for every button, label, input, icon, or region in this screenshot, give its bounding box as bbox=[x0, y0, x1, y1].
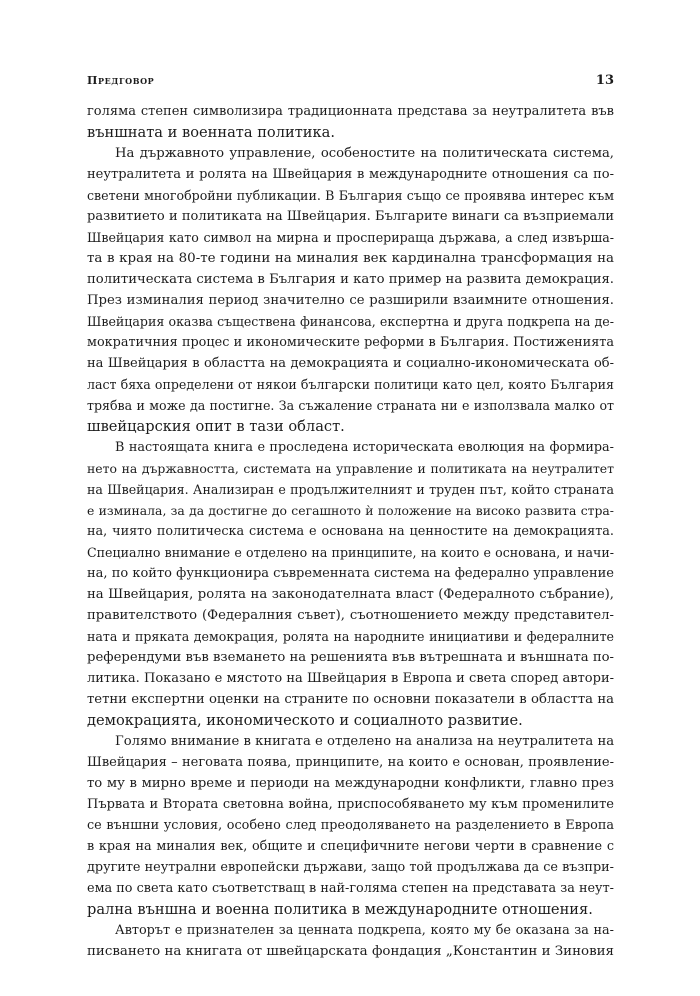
text-line: В настоящата книга е проследена историческата еволюция на формира- bbox=[115, 440, 614, 455]
text-line: Първата и Втората световна война, приспособяването му към променилите bbox=[87, 797, 614, 812]
text-line: Авторът е признателен за ценната подкрепа, която му бе оказана за на- bbox=[115, 923, 614, 938]
text-line: демокрацията, икономическото и социалното развитие. bbox=[87, 712, 523, 729]
text-line: ема по света като съответстващ в най-голяма степен на представата за неут- bbox=[87, 881, 614, 896]
text-line: Швейцария – неговата поява, принципите, на които е основан, проявление- bbox=[87, 755, 614, 770]
text-line: На държавното управление, особеностите на политическата система, bbox=[115, 146, 614, 161]
text-line: голяма степен символизира традиционната представа за неутралитета във bbox=[87, 104, 614, 119]
text-line: правителството (Федералния съвет), съотношението между представител- bbox=[87, 608, 614, 623]
text-line: писването на книгата от швейцарската фондация „Константин и Зиновия bbox=[87, 944, 614, 959]
text-line: мократичния процес и икономическите реформи в България. Постиженията bbox=[87, 335, 614, 350]
text-line: рална външна и военна политика в международните отношения. bbox=[87, 901, 593, 918]
text-line: Швейцария като символ на мирна и просперираща държава, а след извърша- bbox=[87, 230, 614, 245]
text-line: та в края на 80-те години на миналия век кардинална трансформация на bbox=[87, 251, 614, 266]
text-line: то му в мирно време и периоди на международни конфликти, главно през bbox=[87, 776, 614, 791]
text-line: През изминалия период значително се разширили взаимните отношения. bbox=[87, 293, 614, 308]
text-line: другите неутрални европейски държави, защо той продължава да се възпри- bbox=[87, 860, 614, 875]
text-line: швейцарския опит в тази област. bbox=[87, 418, 345, 435]
section-title: Предговор bbox=[87, 74, 155, 87]
text-line: се външни условия, особено след преодоляването на разделението в Европа bbox=[87, 818, 614, 833]
text-line: тетни експертни оценки на страните по основни показатели в областта на bbox=[87, 692, 614, 707]
text-line: светени многобройни публикации. В България също се проявява интерес към bbox=[87, 188, 614, 203]
text-line: нето на държавността, системата на управление и политиката на неутралитет bbox=[87, 461, 614, 476]
text-line: литика. Показано е мястото на Швейцария в Европа и света според автори- bbox=[87, 671, 614, 686]
text-line: Специално внимание е отделено на принципите, на които е основана, и начи- bbox=[87, 545, 614, 560]
text-line: на, чиято политическа система е основана на ценностите на демокрацията. bbox=[87, 524, 614, 539]
text-line: неутралитета и ролята на Швейцария в международните отношения са по- bbox=[87, 167, 614, 182]
body-text bbox=[87, 101, 614, 962]
text-line: на, по който функционира съвременната система на федерално управление bbox=[87, 566, 614, 581]
text-line: ласт бяха определени от някои български политици като цел, която България bbox=[87, 377, 614, 392]
text-line: развитието и политиката на Швейцария. Българите винаги са възприемали bbox=[87, 209, 614, 224]
text-line: външната и военната политика. bbox=[87, 124, 335, 141]
text-line: на Швейцария, ролята на законодателната власт (Федералното събрание), bbox=[87, 587, 614, 602]
text-line: е изминала, за да достигне до сегашното ѝ положение на високо развита стра- bbox=[87, 503, 614, 518]
running-head bbox=[87, 73, 614, 91]
text-line: трябва и може да постигне. За съжаление страната ни е използвала малко от bbox=[87, 398, 614, 413]
text-line: ната и пряката демокрация, ролята на народните инициативи и федералните bbox=[87, 629, 614, 644]
text-line: в края на миналия век, общите и специфичните негови черти в сравнение с bbox=[87, 839, 614, 854]
text-line: политическата система в България и като пример на развита демокрация. bbox=[87, 272, 614, 287]
text-line: на Швейцария. Анализиран е продължителният и труден път, който страната bbox=[87, 482, 614, 497]
text-line: на Швейцария в областта на демокрацията и социално-икономическата об- bbox=[87, 356, 614, 371]
page-number: 13 bbox=[595, 73, 614, 88]
text-line: Голямо внимание в книгата е отделено на анализа на неутралитета на bbox=[115, 734, 615, 749]
text-line: референдуми във вземането на решенията във вътрешната и външната по- bbox=[87, 650, 615, 665]
text-line: Швейцария оказва съществена финансова, експертна и друга подкрепа на де- bbox=[87, 314, 614, 329]
